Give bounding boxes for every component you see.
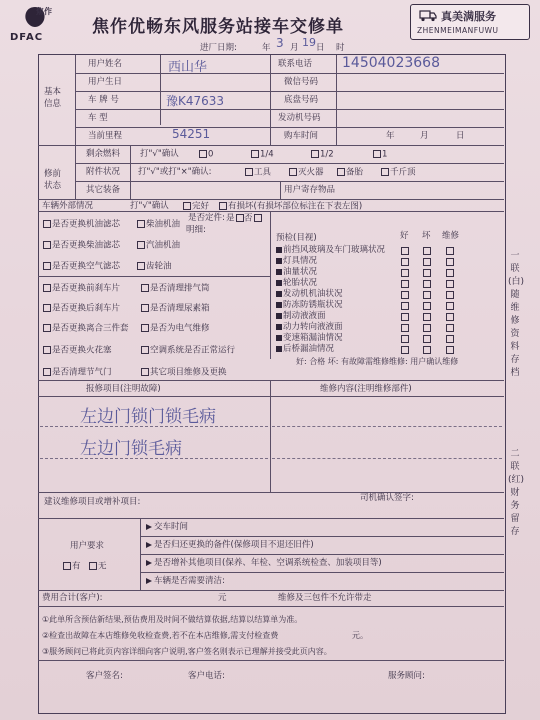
- attach-confirm-text: 打"√"或打"×"确认:: [138, 167, 212, 177]
- checkbox[interactable]: [141, 368, 149, 376]
- precheck-item: 后桥漏油情况: [283, 344, 335, 354]
- check-throttle[interactable]: [42, 368, 112, 377]
- checkbox[interactable]: [43, 284, 51, 292]
- check-label: 是否更换火花塞: [52, 345, 112, 356]
- checkbox[interactable]: [141, 346, 149, 354]
- date-month-value: 3: [276, 36, 284, 50]
- checkbox[interactable]: [43, 241, 51, 249]
- precheck-item: 防冻防锈瓶状况: [283, 300, 343, 310]
- check-label: 柴油机油: [146, 219, 181, 230]
- request-none-label: 无: [98, 561, 107, 572]
- checkbox[interactable]: [43, 262, 51, 270]
- triangle-bullet-icon: [146, 542, 152, 548]
- repair-item-1[interactable]: 左边门锁门锁毛病: [80, 407, 216, 427]
- date-year-unit: 年: [262, 43, 271, 53]
- request-has[interactable]: [62, 562, 81, 571]
- checkbox[interactable]: [219, 202, 227, 210]
- check-label: 是否更换空气滤芯: [52, 261, 121, 272]
- precheck-checkbox[interactable]: [401, 313, 409, 321]
- checkbox[interactable]: [289, 168, 297, 176]
- fuel-option-label: 1/2: [320, 149, 334, 160]
- fuel-option-label: 0: [208, 149, 214, 160]
- precheck-checkbox[interactable]: [446, 291, 454, 299]
- check-other-items[interactable]: [140, 368, 227, 377]
- checkbox[interactable]: [89, 562, 97, 570]
- attach-option-label: 备胎: [346, 167, 364, 178]
- cost-label: 费用合计(客户):: [42, 593, 103, 603]
- precheck-checkbox[interactable]: [401, 346, 409, 354]
- purchase-day-unit: 日: [456, 131, 465, 141]
- checkbox[interactable]: [183, 202, 191, 210]
- exterior-confirm-text: 打"√"确认: [130, 201, 169, 211]
- precheck-checkbox[interactable]: [423, 313, 431, 321]
- exterior-option-damaged[interactable]: [218, 202, 362, 211]
- precheck-checkbox[interactable]: [401, 269, 409, 277]
- plate-value[interactable]: 豫K47633: [166, 94, 225, 108]
- engine-label: 发动机号码: [278, 113, 321, 123]
- precheck-footer: 好: 合格 坏: 有故障需维修维修: 用户确认维修: [296, 357, 459, 366]
- storage-label: 用户寄存物品: [284, 185, 336, 195]
- precheck-item: 油量状况: [283, 267, 318, 277]
- attach-label: 附件状况: [86, 167, 121, 177]
- check-label: 是否更换前刹车片: [52, 283, 121, 294]
- date-month-unit: 月: [290, 43, 299, 53]
- precheck-row: [276, 345, 334, 354]
- precheck-row: [276, 246, 385, 255]
- check-diesel-filter[interactable]: [42, 241, 120, 250]
- precheck-checkbox[interactable]: [423, 269, 431, 277]
- check-rear-brake[interactable]: [42, 304, 120, 313]
- exterior-option-ok[interactable]: [182, 202, 209, 211]
- check-label: 是否更换柴油滤芯: [52, 240, 121, 251]
- other-equipment-label: 其它装备: [86, 185, 121, 195]
- side-copy-white: 一联(白)随维修资料存档: [508, 251, 525, 378]
- checkbox[interactable]: [251, 150, 259, 158]
- mileage-value[interactable]: 54251: [172, 127, 211, 141]
- check-label: 是否清理尿素箱: [150, 303, 210, 314]
- precheck-checkbox[interactable]: [446, 247, 454, 255]
- request-row-text: 是否归还更换的备件(保修项目不退还旧件): [154, 540, 314, 550]
- pre-section-label: 修前状态: [44, 169, 62, 191]
- check-label: 是否清理节气门: [52, 367, 112, 378]
- checkbox[interactable]: [141, 324, 149, 332]
- checkbox[interactable]: [43, 324, 51, 332]
- explain-no[interactable]: [244, 214, 263, 223]
- checkbox[interactable]: [381, 168, 389, 176]
- check-label: 汽油机油: [146, 240, 181, 251]
- checkbox[interactable]: [137, 241, 145, 249]
- purchase-month-unit: 月: [420, 131, 429, 141]
- note-2: ②检查出故障在本店维修免收检查费,若不在本店维修,需支付检查费: [42, 631, 279, 640]
- suggest-label: 建议维修项目或增补项目:: [44, 497, 141, 507]
- check-urea-tank[interactable]: [140, 304, 210, 313]
- check-label: 齿轮油: [146, 261, 172, 272]
- checkbox[interactable]: [63, 562, 71, 570]
- checkbox[interactable]: [141, 304, 149, 312]
- customer-phone-label: 客户电话:: [188, 671, 225, 681]
- checkbox[interactable]: [141, 284, 149, 292]
- fuel-option-1[interactable]: [250, 150, 274, 159]
- mileage-label: 当前里程: [88, 131, 123, 141]
- attach-option-spare[interactable]: [336, 168, 363, 177]
- check-label: 空调系统是否正常运行: [150, 345, 236, 356]
- precheck-col-bad: 坏: [422, 231, 431, 241]
- entry-date-label: 进厂日期:: [200, 43, 237, 53]
- precheck-checkbox[interactable]: [401, 280, 409, 288]
- precheck-checkbox[interactable]: [401, 247, 409, 255]
- truck-icon: [419, 8, 437, 22]
- check-diesel-oil[interactable]: [136, 220, 180, 229]
- precheck-checkbox[interactable]: [401, 324, 409, 332]
- user-name-label: 用户姓名: [88, 59, 123, 69]
- precheck-checkbox[interactable]: [401, 302, 409, 310]
- triangle-bullet-icon: [146, 524, 152, 530]
- attach-option-jack[interactable]: [380, 168, 416, 177]
- check-oil-filter[interactable]: [42, 220, 120, 229]
- date-day-value: 19: [302, 36, 316, 49]
- precheck-item: 变速箱漏油情况: [283, 333, 343, 343]
- check-label: 是否清理排气筒: [150, 283, 210, 294]
- check-air-filter[interactable]: [42, 262, 120, 271]
- checkbox[interactable]: [199, 150, 207, 158]
- check-front-brake[interactable]: [42, 284, 120, 293]
- check-gear-oil[interactable]: [136, 262, 172, 271]
- precheck-item: 发动机机油状况: [283, 289, 343, 299]
- request-has-label: 有: [72, 561, 81, 572]
- fuel-confirm-text: 打"√"确认: [140, 149, 179, 159]
- triangle-bullet-icon: [146, 578, 152, 584]
- attach-option-label: 千斤顶: [390, 167, 416, 178]
- check-label: 是否更换机油滤芯: [52, 219, 121, 230]
- explain-detail-label: 明细:: [186, 225, 206, 235]
- precheck-row: [276, 312, 326, 321]
- wechat-label: 微信号码: [284, 77, 319, 87]
- request-row-text: 交车时间: [154, 522, 189, 532]
- repair-col-content: 维修内容(注明维修部件): [320, 384, 412, 394]
- check-exhaust[interactable]: [140, 284, 210, 293]
- dfac-logo: [10, 6, 70, 46]
- triangle-bullet-icon: [146, 560, 152, 566]
- request-row-extra-items: [146, 559, 382, 568]
- date-day-unit: 日: [316, 43, 325, 53]
- exterior-option-label: 有损坏(有损坏部位标注在下表左图): [228, 201, 363, 212]
- precheck-checkbox[interactable]: [423, 346, 431, 354]
- precheck-checkbox[interactable]: [423, 291, 431, 299]
- purchase-label: 购车时间: [284, 131, 319, 141]
- precheck-row: [276, 323, 343, 332]
- precheck-checkbox[interactable]: [401, 335, 409, 343]
- explain-label: 是否定件:: [188, 213, 225, 223]
- fuel-option-label: 1: [382, 149, 388, 160]
- form-title: 焦作优畅东风服务站接车交修单: [92, 17, 344, 37]
- precheck-checkbox[interactable]: [446, 280, 454, 288]
- precheck-label: 预检(目视): [276, 233, 317, 243]
- fuel-option-0[interactable]: [198, 150, 213, 159]
- cost-note: 维修及三包件不允许带走: [278, 593, 372, 603]
- precheck-checkbox[interactable]: [401, 291, 409, 299]
- checkbox[interactable]: [373, 150, 381, 158]
- attach-option-label: 灭火器: [298, 167, 324, 178]
- checkbox[interactable]: [337, 168, 345, 176]
- contact-phone-label: 联系电话: [278, 59, 313, 69]
- check-label: 其它项目维修及更换: [150, 367, 227, 378]
- check-label: 是否更换离合三件套: [52, 323, 129, 334]
- fuel-label: 剩余燃料: [86, 149, 121, 159]
- user-name-value[interactable]: 西山华: [168, 60, 208, 75]
- model-label: 车 型: [88, 113, 108, 123]
- precheck-item: 动力转向液液面: [283, 322, 343, 332]
- precheck-row: [276, 290, 343, 299]
- checkbox[interactable]: [137, 262, 145, 270]
- precheck-row: [276, 268, 317, 277]
- note-2-tail: 元。: [352, 631, 368, 640]
- brand-cn: 真美满服务: [441, 10, 496, 23]
- request-none[interactable]: [88, 562, 107, 571]
- logo-text: DFAC: [10, 32, 44, 43]
- date-hour-unit: 时: [336, 43, 345, 53]
- precheck-row: [276, 301, 343, 310]
- checkbox[interactable]: [254, 214, 262, 222]
- check-label: 是否为电气维修: [150, 323, 210, 334]
- fuel-option-2[interactable]: [310, 150, 334, 159]
- precheck-checkbox[interactable]: [446, 313, 454, 321]
- user-request-label: 用户要求: [70, 541, 105, 551]
- precheck-checkbox[interactable]: [423, 247, 431, 255]
- precheck-checkbox[interactable]: [446, 302, 454, 310]
- brand-badge: [410, 4, 530, 40]
- basic-section-label: 基本信息: [44, 87, 62, 109]
- repair-col-fault: 报修项目(注明故障): [86, 384, 161, 394]
- checkbox[interactable]: [43, 368, 51, 376]
- checkbox[interactable]: [245, 168, 253, 176]
- precheck-checkbox[interactable]: [446, 258, 454, 266]
- precheck-item: 制动液液面: [283, 311, 326, 321]
- checkbox[interactable]: [236, 214, 244, 222]
- explain-no-label: 否: [244, 213, 253, 224]
- check-electrical[interactable]: [140, 324, 210, 333]
- driver-sign-label: 司机确认签字:: [360, 493, 414, 503]
- precheck-row: [276, 279, 317, 288]
- request-row-cleaning: [146, 577, 225, 586]
- precheck-checkbox[interactable]: [446, 335, 454, 343]
- side-copy-red: 二联(红)财务留存: [508, 449, 525, 537]
- precheck-row: [276, 257, 317, 266]
- brand-en: ZHENMEIMANFUWU: [417, 26, 499, 35]
- explain-yes-label: 是: [226, 213, 235, 224]
- request-row-text: 是否增补其他项目(保养、年检、空调系统检查、加装项目等): [154, 558, 382, 568]
- precheck-checkbox[interactable]: [423, 258, 431, 266]
- precheck-item: 灯具情况: [283, 256, 318, 266]
- precheck-checkbox[interactable]: [446, 324, 454, 332]
- purchase-year-unit: 年: [386, 131, 395, 141]
- precheck-checkbox[interactable]: [423, 324, 431, 332]
- precheck-row: [276, 334, 343, 343]
- explain-yes[interactable]: [226, 214, 245, 223]
- advisor-label: 服务顾问:: [388, 671, 425, 681]
- fuel-option-3[interactable]: [372, 150, 387, 159]
- checkbox[interactable]: [311, 150, 319, 158]
- checkbox[interactable]: [137, 220, 145, 228]
- birthday-label: 用户生日: [88, 77, 123, 87]
- check-label: 是否更换后刹车片: [52, 303, 121, 314]
- precheck-checkbox[interactable]: [423, 335, 431, 343]
- precheck-item: 轮胎状况: [283, 278, 318, 288]
- precheck-checkbox[interactable]: [446, 269, 454, 277]
- logo-top-text: 焦作: [36, 7, 52, 16]
- request-row-text: 车辆是否需要清洁:: [154, 576, 225, 586]
- precheck-col-repair: 维修: [442, 231, 460, 241]
- precheck-checkbox[interactable]: [423, 302, 431, 310]
- precheck-checkbox[interactable]: [446, 346, 454, 354]
- note-3: ③服务顾问已将此页内容详细向客户说明,客户签名则表示已理解并接受此页内容。: [42, 647, 332, 656]
- attach-option-extinguisher[interactable]: [288, 168, 324, 177]
- exterior-option-label: 完好: [192, 201, 210, 212]
- check-clutch-kit[interactable]: [42, 324, 129, 333]
- attach-option-label: 工具: [254, 167, 272, 178]
- request-row-return-parts: [146, 541, 314, 550]
- precheck-item: 前挡风玻璃及车门玻璃状况: [283, 245, 386, 255]
- check-ac-system[interactable]: [140, 346, 235, 355]
- contact-phone-value[interactable]: 14504023668: [342, 55, 440, 71]
- fuel-option-label: 1/4: [260, 149, 274, 160]
- precheck-col-good: 好: [400, 231, 409, 241]
- precheck-checkbox[interactable]: [423, 280, 431, 288]
- note-1: ①此单所含预估新结果,预估费用及时间不做结算依据,结算以结算单为准。: [42, 615, 303, 624]
- precheck-checkbox[interactable]: [401, 258, 409, 266]
- attach-option-tool[interactable]: [244, 168, 271, 177]
- check-spark-plug[interactable]: [42, 346, 112, 355]
- request-row-delivery: [146, 523, 188, 532]
- repair-item-2[interactable]: 左边门锁毛病: [80, 439, 182, 459]
- cost-unit: 元: [218, 593, 227, 603]
- exterior-label: 车辆外部情况: [42, 201, 94, 211]
- checkbox[interactable]: [43, 346, 51, 354]
- checkbox[interactable]: [43, 304, 51, 312]
- checkbox[interactable]: [43, 220, 51, 228]
- chassis-label: 底盘号码: [284, 95, 319, 105]
- check-gasoline-oil[interactable]: [136, 241, 180, 250]
- customer-sign-label: 客户签名:: [86, 671, 123, 681]
- plate-label: 车 牌 号: [88, 95, 119, 105]
